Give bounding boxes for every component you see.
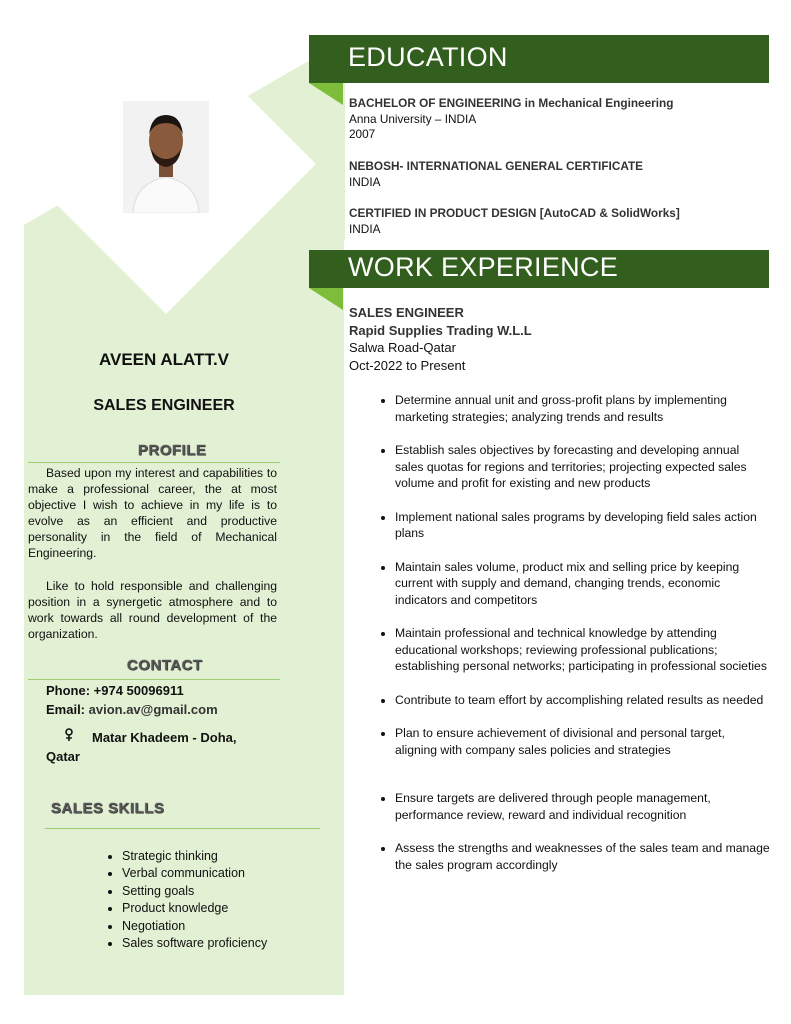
candidate-role: SALES ENGINEER (93, 397, 235, 414)
contact-email[interactable]: avion.av@gmail.com (88, 702, 218, 717)
contact-divider (28, 679, 280, 680)
education-entry (349, 96, 673, 143)
skills-list (100, 848, 292, 952)
skill-item: • Strategic thinking (122, 848, 292, 865)
job-position: SALES ENGINEER (349, 305, 464, 320)
duty-item: • Assess the strengths and weaknesses of the sales team and manage the sales program accordingly (395, 840, 770, 873)
skill-item: • Verbal communication (122, 865, 292, 882)
duty-item: • Determine annual unit and gross-profit plans by implementing marketing strategies; analyzing trends and results (395, 392, 770, 425)
duty-item: • Plan to ensure achievement of divisional and personal target, aligning with company sales policies and strategies (395, 725, 770, 758)
education-institution: Anna University – INDIA (349, 111, 477, 126)
work-heading: WORK EXPERIENCE (348, 252, 619, 282)
work-band-corner (309, 288, 343, 310)
contact-heading: CONTACT (127, 657, 203, 674)
education-band-corner (309, 83, 343, 105)
contact-location-line2: Qatar (46, 749, 80, 764)
contact-phone: Phone: +974 50096911 (46, 683, 184, 698)
education-title: BACHELOR OF ENGINEERING in Mechanical Engineering (349, 96, 674, 110)
contact-location (46, 728, 276, 766)
contact-location-line1: Matar Khadeem - Doha, (92, 730, 237, 745)
job-dates: Oct-2022 to Present (349, 357, 466, 373)
education-entry (349, 159, 643, 190)
profile-photo (123, 101, 209, 213)
duty-item: • Maintain sales volume, product mix and selling price by keeping current with supply and demand, changing trends, economic indicators and competitors (395, 559, 770, 609)
location-pin-icon (46, 728, 92, 747)
skill-item: • Negotiation (122, 918, 292, 935)
skills-divider (45, 828, 320, 829)
education-heading: EDUCATION (348, 42, 508, 72)
education-location: INDIA (349, 174, 381, 189)
skill-item: • Setting goals (122, 883, 292, 900)
job-location: Salwa Road-Qatar (349, 340, 456, 355)
profile-summary (28, 465, 277, 642)
contact-email-line (46, 702, 218, 717)
education-location: INDIA (349, 221, 381, 236)
duty-item: • Establish sales objectives by forecasting and developing annual sales quotas for regions and territories; projecting expected sales volume and profit for existing and new products (395, 442, 770, 492)
profile-paragraph: Like to hold responsible and challenging position in a synergetic atmosphere and to work towards all round development of the organization. (28, 579, 277, 641)
profile-paragraph: Based upon my interest and capabilities to make a professional career, the at most objective I wish to achieve in my life is to evolve as an efficient and productive personality in the field of Mechanical Engineering. (28, 466, 277, 560)
duty-item: • Contribute to team effort by accomplishing related results as needed (395, 692, 770, 709)
duty-item: • Implement national sales programs by developing field sales action plans (395, 509, 770, 542)
profile-divider (28, 462, 280, 463)
duty-item: • Maintain professional and technical knowledge by attending educational workshops; reviewing professional publications; establishing personal networks; participating in professional societies (395, 625, 770, 675)
education-title: CERTIFIED IN PRODUCT DESIGN [AutoCAD & SolidWorks] (349, 206, 680, 220)
skill-item: • Product knowledge (122, 900, 292, 917)
duty-item: • Ensure targets are delivered through people management, performance review, reward and individual recognition (395, 790, 770, 823)
skill-item: • Sales software proficiency (122, 935, 292, 952)
education-entry (349, 206, 680, 237)
education-year: 2007 (349, 127, 376, 141)
candidate-name: AVEEN ALATT.V (98, 350, 230, 369)
skills-heading: SALES SKILLS (51, 800, 165, 817)
job-company: Rapid Supplies Trading W.L.L (349, 322, 532, 338)
education-title: NEBOSH- INTERNATIONAL GENERAL CERTIFICATE (349, 159, 644, 173)
job-header (349, 304, 532, 374)
contact-email-label: Email: (46, 702, 89, 717)
job-duties-list (371, 392, 770, 873)
profile-heading: PROFILE (138, 442, 207, 459)
